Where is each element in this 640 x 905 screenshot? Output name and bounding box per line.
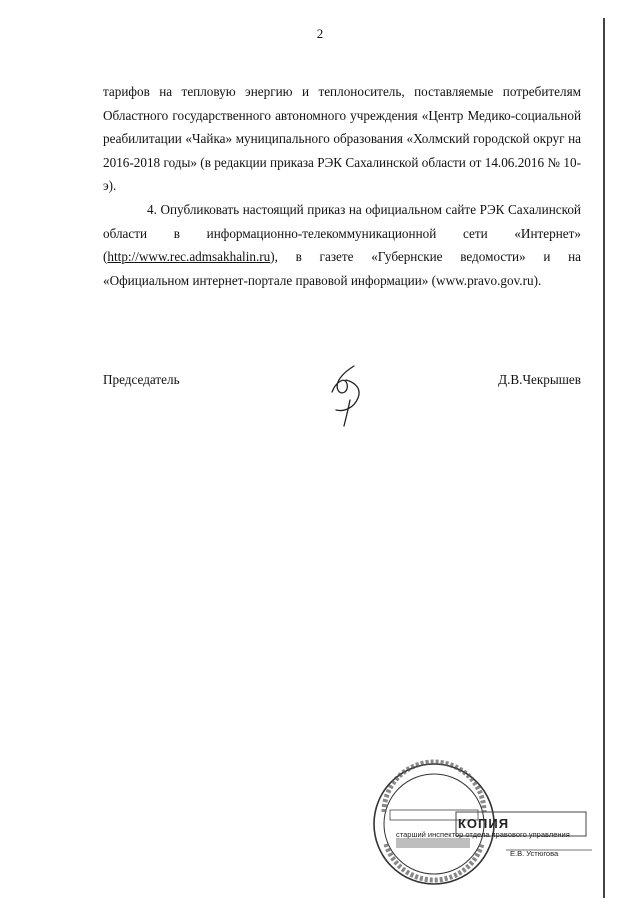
continuation-paragraph: тарифов на тепловую энергию и теплоноситель, поставляемые потребителям Областного государственного автономного учреждения «Центр Медико-социальной реабилитации «Чайка» муниципального образования «Холмский городской округ на 2016-2018 годы» (в редакции приказа РЭК Сахалинской области от 14.06.2016 № 10-э). [103,84,581,194]
item-4-text-end: ), в газете «Губернские ведомости» и на «Официальном интернет-портале правовой информации» (www.pravo.gov.ru). [103,249,581,288]
page-edge-line [603,18,605,898]
signatory-title: Председатель [103,372,180,387]
stamp-signer: Е.В. Устюгова [510,849,559,858]
document-body [103,80,581,292]
signatory-name: Д.В.Чекрышев [498,372,581,387]
item-4-text-start: 4. Опубликовать настоящий приказ на официальном сайте РЭК Сахалинской области в информационно-телекоммуникационной сети «Интернет» ( [103,201,581,265]
stamp-position: старший инспектор отдела правового управления [396,830,570,839]
item-4-paragraph [103,198,581,292]
page-number: 2 [316,26,324,41]
handwritten-signature [322,360,372,430]
rec-website-link[interactable]: http://www.rec.admsakhalin.ru [107,249,271,265]
stamp-copy-mark: КОПИЯ [458,816,510,831]
